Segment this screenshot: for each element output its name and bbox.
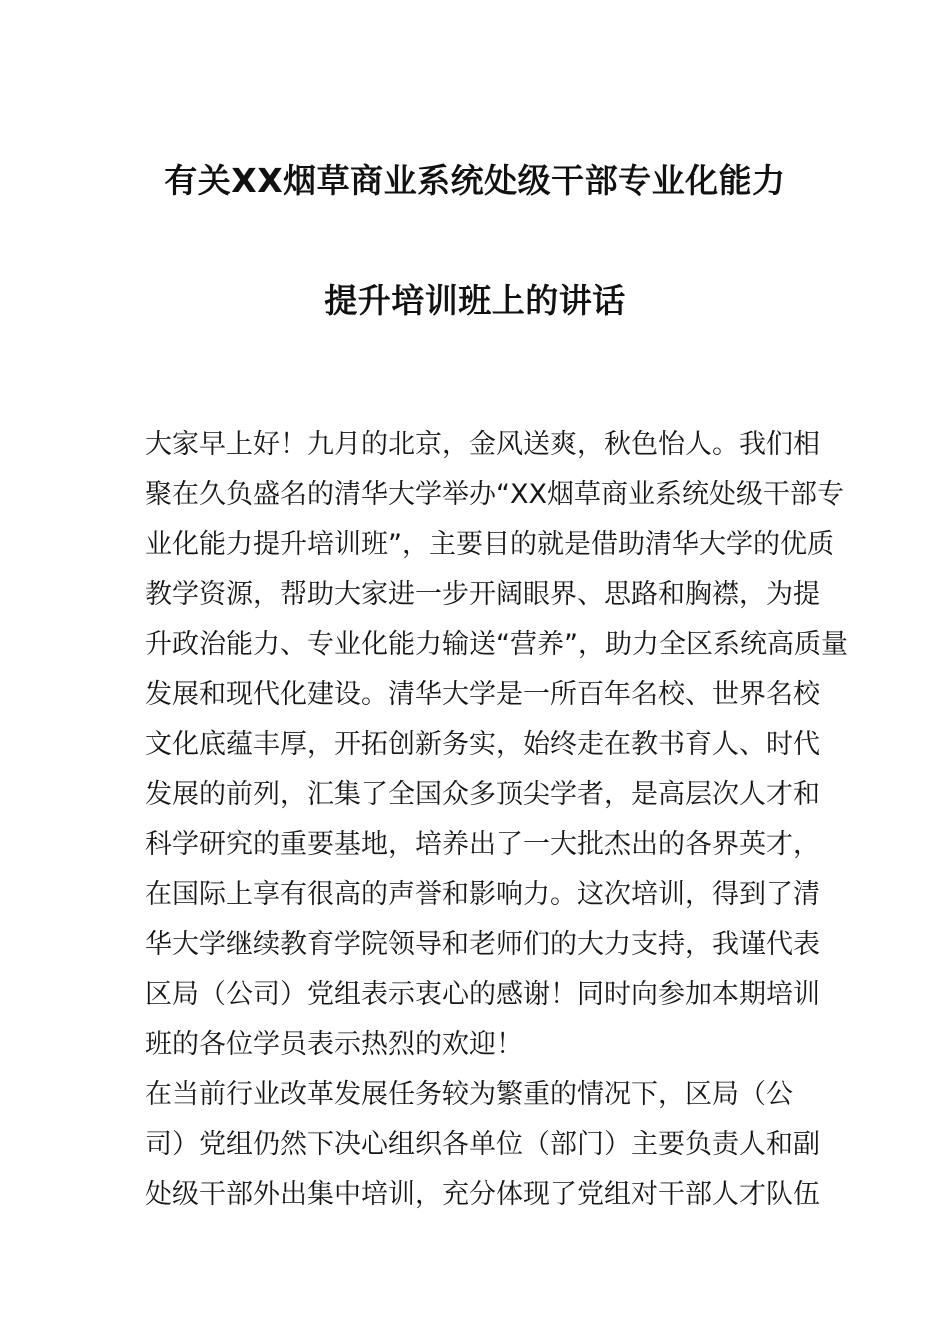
- body-line: 华大学继续教育学院领导和老师们的大力支持，我谨代表: [145, 929, 820, 960]
- body-line: 班的各位学员表示热烈的欢迎！: [145, 1029, 523, 1060]
- body-line: 科学研究的重要基地，培养出了一大批杰出的各界英才，: [145, 829, 820, 860]
- body-line: 处级干部外出集中培训，充分体现了党组对干部人才队伍: [145, 1179, 820, 1210]
- body-line: 聚在久负盛名的清华大学举办“XX烟草商业系统处级干部专: [145, 479, 844, 510]
- body-line: 在当前行业改革发展任务较为繁重的情况下，区局（公: [145, 1079, 793, 1110]
- body-line: 业化能力提升培训班”，主要目的就是借助清华大学的优质: [145, 529, 834, 560]
- body-line: 大家早上好！九月的北京，金风送爽，秋色怡人。我们相: [145, 429, 820, 460]
- document-body: [145, 420, 848, 1220]
- body-line: 在国际上享有很高的声誉和影响力。这次培训，得到了清: [145, 879, 820, 910]
- body-line: 发展和现代化建设。清华大学是一所百年名校、世界名校: [145, 679, 820, 710]
- body-line: 教学资源，帮助大家进一步开阔眼界、思路和胸襟，为提: [145, 579, 820, 610]
- body-line: 司）党组仍然下决心组织各单位（部门）主要负责人和副: [145, 1129, 820, 1160]
- body-line: 升政治能力、专业化能力输送“营养”，助力全区系统高质量: [145, 629, 848, 660]
- body-line: 文化底蕴丰厚，开拓创新务实，始终走在教书育人、时代: [145, 729, 820, 760]
- document-title-line-2: 提升培训班上的讲话: [324, 281, 626, 320]
- body-line: 发展的前列，汇集了全国众多顶尖学者，是高层次人才和: [145, 779, 820, 810]
- body-line: 区局（公司）党组表示衷心的感谢！同时向参加本期培训: [145, 979, 820, 1010]
- document-title-line-1: 有关XX烟草商业系统处级干部专业化能力: [164, 161, 786, 200]
